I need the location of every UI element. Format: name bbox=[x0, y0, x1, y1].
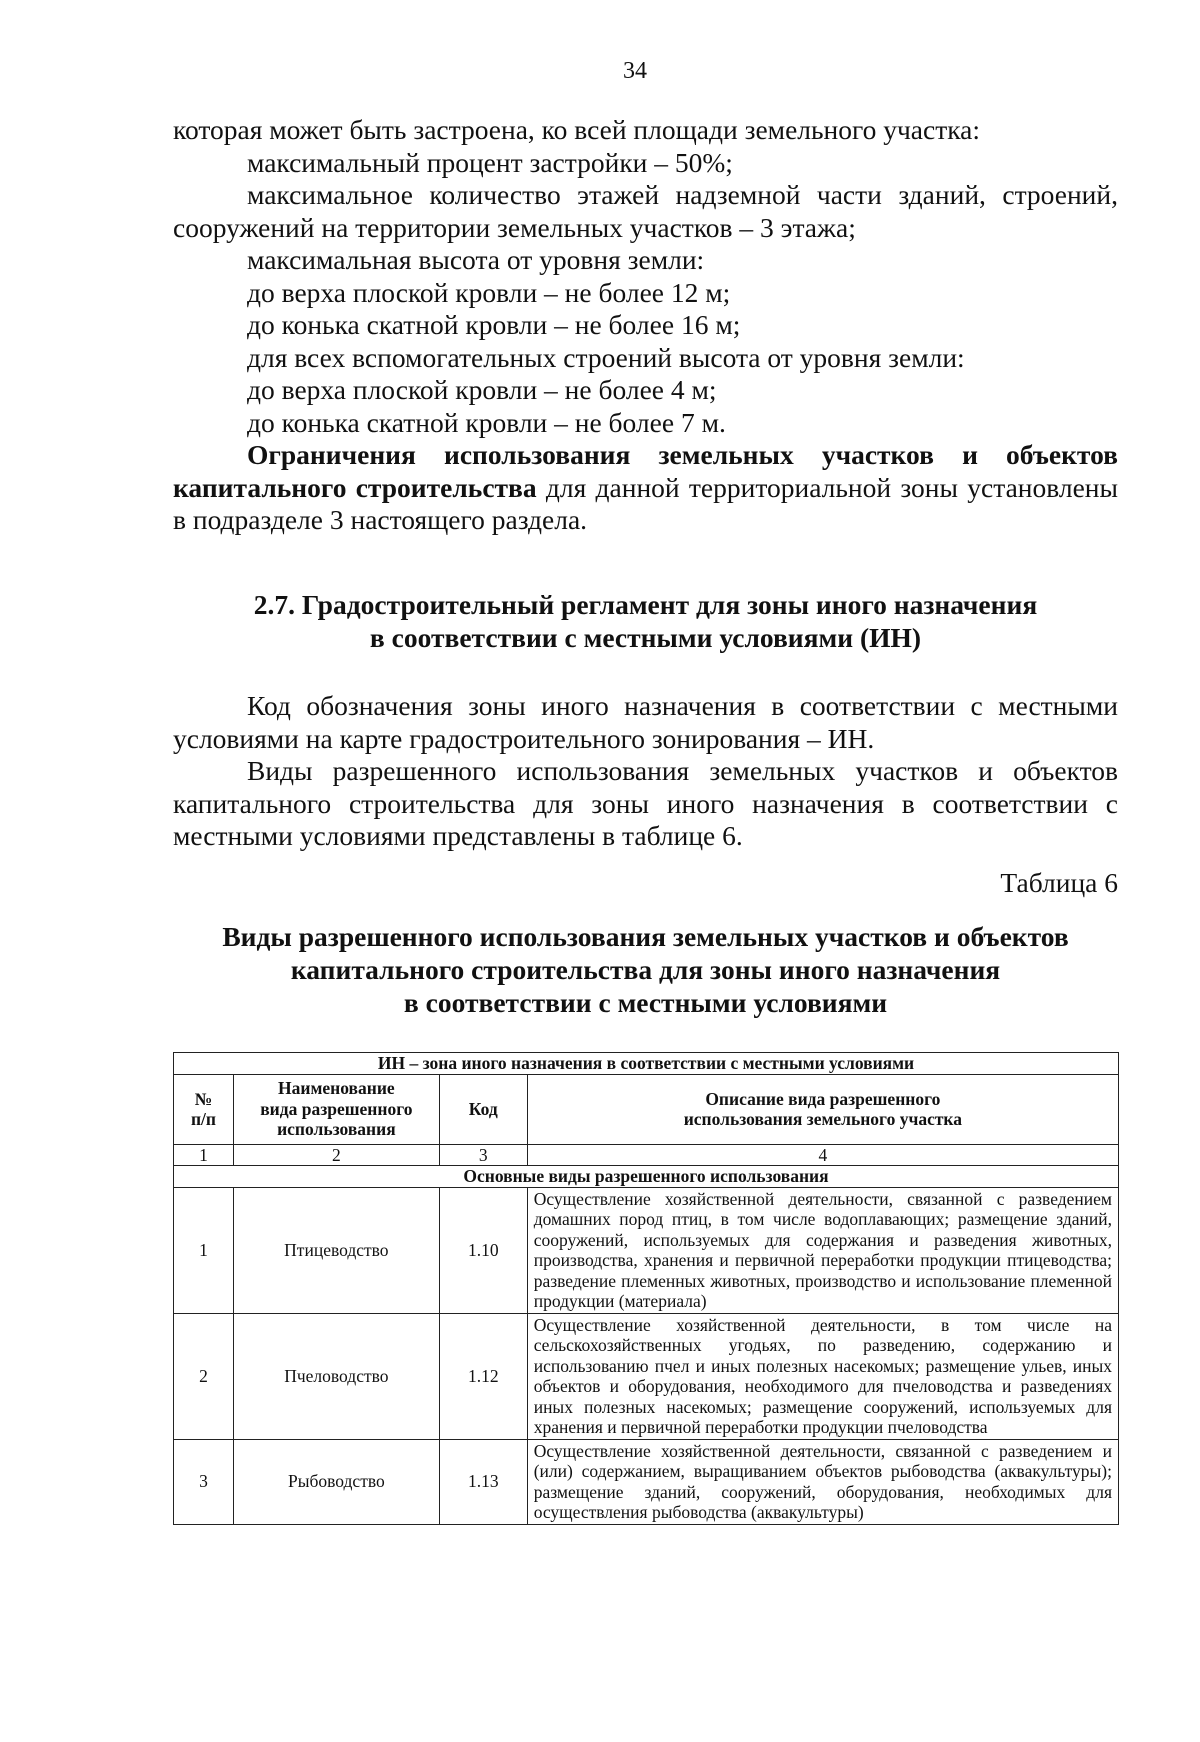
col-header-name bbox=[233, 1074, 439, 1144]
intro-item: максимальное количество этажей надземной части зданий, строений, сооружений на территории земельных участков – 3 этажа; bbox=[173, 179, 1118, 243]
col-header-code: Код bbox=[439, 1074, 527, 1144]
column-number-row bbox=[174, 1144, 1119, 1166]
row-code: 1.10 bbox=[439, 1187, 527, 1313]
table-row bbox=[174, 1187, 1119, 1313]
restrictions-bold: Ограничения использования земельных участков и объектов капитального строительства bbox=[173, 439, 1118, 503]
intro-item: до конька скатной кровли – не более 16 м; bbox=[247, 309, 741, 340]
row-name: Пчеловодство bbox=[233, 1313, 439, 1439]
section-heading-line: в соответствии с местными условиями (ИН) bbox=[369, 622, 922, 653]
group-header-row bbox=[174, 1166, 1119, 1188]
column-header-row bbox=[174, 1074, 1119, 1144]
intro-block bbox=[173, 114, 1118, 537]
table-title-line: в соответствии с местными условиями bbox=[403, 987, 888, 1018]
row-name: Рыбоводство bbox=[233, 1439, 439, 1524]
restrictions-rest: для данной территориальной зоны установлены в подразделе 3 настоящего раздела. bbox=[173, 471, 1118, 535]
section-body bbox=[173, 690, 1118, 853]
zone-code-paragraph: Код обозначения зоны иного назначения в соответствии с местными условиями на карте градостроительного зонирования – ИН. bbox=[173, 690, 1118, 754]
col-header-num-line: № bbox=[194, 1088, 213, 1109]
usage-table bbox=[173, 1052, 1119, 1525]
row-num: 2 bbox=[174, 1313, 234, 1439]
col-header-name-line: использования bbox=[277, 1119, 396, 1140]
row-num: 3 bbox=[174, 1439, 234, 1524]
intro-item: максимальный процент застройки – 50%; bbox=[247, 146, 733, 178]
row-code: 1.12 bbox=[439, 1313, 527, 1439]
col-header-num bbox=[174, 1074, 234, 1144]
col-header-desc bbox=[527, 1074, 1118, 1144]
col-number: 2 bbox=[233, 1144, 439, 1166]
intro-item: до верха плоской кровли – не более 12 м; bbox=[247, 276, 731, 308]
col-number: 1 bbox=[174, 1144, 234, 1166]
row-code: 1.13 bbox=[439, 1439, 527, 1524]
group-header: Основные виды разрешенного использования bbox=[174, 1166, 1119, 1188]
zone-header: ИН – зона иного назначения в соответствии с местными условиями bbox=[174, 1053, 1119, 1075]
table-row bbox=[174, 1313, 1119, 1439]
zone-header-row bbox=[174, 1053, 1119, 1075]
col-number: 4 bbox=[527, 1144, 1118, 1166]
col-header-name-line: Наименование bbox=[278, 1078, 395, 1099]
intro-line: которая может быть застроена, ко всей площади земельного участка: bbox=[173, 114, 981, 145]
restrictions-paragraph bbox=[173, 439, 1118, 537]
table-title-line: Виды разрешенного использования земельных участков и объектов bbox=[222, 921, 1069, 952]
col-header-desc-line: Описание вида разрешенного bbox=[705, 1088, 941, 1109]
col-header-desc-line: использования земельного участка bbox=[683, 1109, 962, 1129]
row-name: Птицеводство bbox=[233, 1187, 439, 1313]
usage-types-paragraph: Виды разрешенного использования земельных участков и объектов капитального строительства для зоны иного назначения в соответствии с местными условиями представлены в таблице 6. bbox=[173, 755, 1118, 851]
row-description: Осуществление хозяйственной деятельности, связанной с разведением и (или) содержанием, выращиванием объектов рыбоводства (аквакультуры); размещение зданий, сооружений, оборудования, необходимых для осуществления рыбоводства (аквакультуры) bbox=[527, 1439, 1118, 1524]
section-heading bbox=[173, 588, 1118, 654]
table-row bbox=[174, 1439, 1119, 1524]
intro-item: до конька скатной кровли – не более 7 м. bbox=[247, 406, 726, 438]
row-num: 1 bbox=[174, 1187, 234, 1313]
col-header-name-line: вида разрешенного bbox=[260, 1098, 413, 1119]
section-heading-line: 2.7. Градостроительный регламент для зоны иного назначения bbox=[253, 589, 1038, 620]
row-description: Осуществление хозяйственной деятельности, связанной с разведением домашних пород птиц, в том числе водоплавающих; размещение зданий, сооружений, используемых для содержания и разведения животных, производства, хранения и первичной переработки продукции птицеводства; разведение племенных животных, производство и использование племенной продукции (материала) bbox=[527, 1187, 1118, 1313]
table-title bbox=[173, 920, 1118, 1019]
intro-item: до верха плоской кровли – не более 4 м; bbox=[247, 374, 717, 405]
col-number: 3 bbox=[439, 1144, 527, 1166]
table-caption: Таблица 6 bbox=[1000, 867, 1118, 898]
row-description: Осуществление хозяйственной деятельности, в том числе на сельскохозяйственных угодьях, по разведению, содержанию и использованию пчел и иных полезных насекомых; размещение ульев, иных объектов и оборудования, необходимого для пчеловодства и разведениях иных полезных насекомых; размещение сооружений, используемых для хранения и первичной переработки продукции пчеловодства bbox=[527, 1313, 1118, 1439]
col-header-num-line: п/п bbox=[190, 1109, 216, 1129]
intro-item: для всех вспомогательных строений высота от уровня земли: bbox=[247, 341, 965, 373]
table-title-line: капитального строительства для зоны иного назначения bbox=[290, 954, 1001, 985]
intro-item: максимальная высота от уровня земли: bbox=[247, 244, 705, 275]
page-number: 34 bbox=[623, 58, 647, 84]
